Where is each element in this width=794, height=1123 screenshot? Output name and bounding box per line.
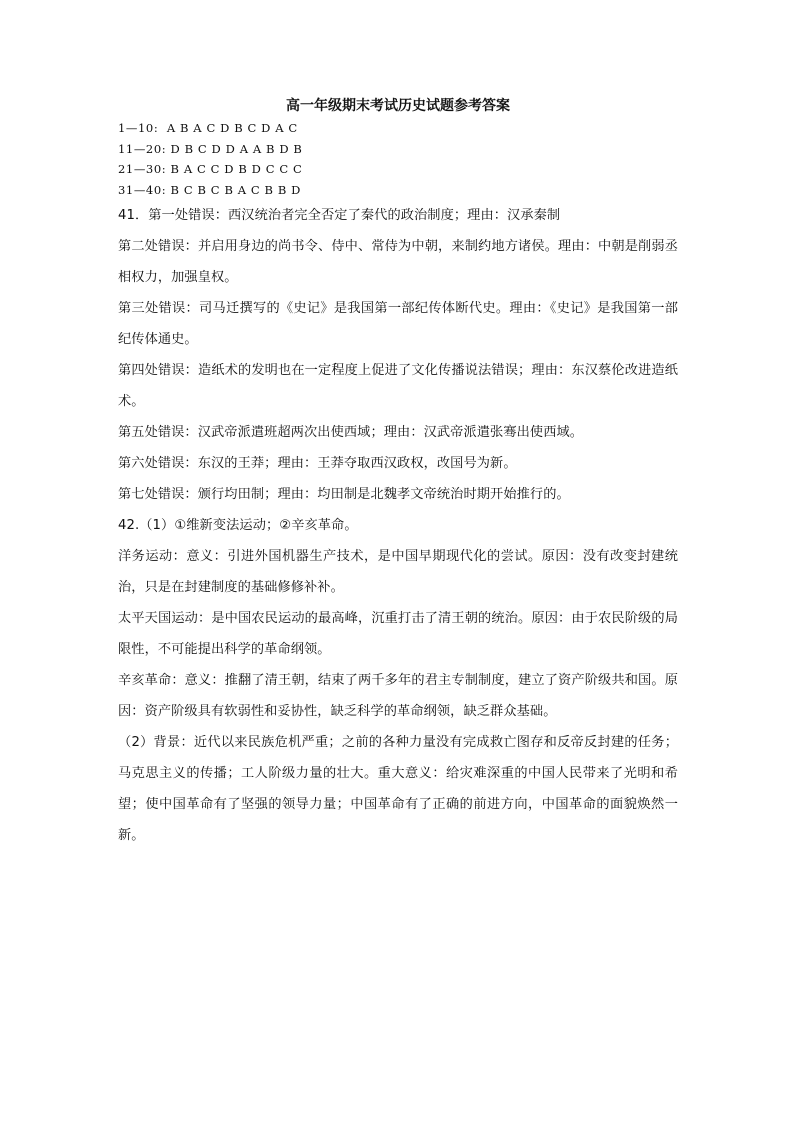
answer-paragraph: 第四处错误：造纸术的发明也在一定程度上促进了文化传播说法错误；理由：东汉蔡伦改进造纸术。 — [118, 363, 678, 409]
answer-paragraph: 洋务运动：意义：引进外国机器生产技术，是中国早期现代化的尝试。原因：没有改变封建统治，只是在封建制度的基础修修补补。 — [118, 549, 678, 595]
mc-answer-row — [118, 139, 678, 160]
mc-answer-range: 21—30: — [118, 162, 167, 176]
answer-paragraph: 第三处错误：司马迁撰写的《史记》是我国第一部纪传体断代史。理由：《史记》是我国第一部纪传体通史。 — [118, 301, 678, 347]
answer-paragraph: 第二处错误：并启用身边的尚书令、侍中、常侍为中朝，来制约地方诸侯。理由：中朝是削弱丞相权力，加强皇权。 — [118, 239, 678, 285]
answer-paragraph: 第五处错误：汉武帝派遣班超两次出使西域；理由：汉武帝派遣张骞出使西域。 — [118, 425, 584, 440]
answer-paragraph: （2）背景：近代以来民族危机严重；之前的各种力量没有完成救亡图存和反帝反封建的任务；马克思主义的传播；工人阶级力量的壮大。重大意义：给灾难深重的中国人民带来了光明和希望；使中国革命有了坚强的领导力量；中国革命有了正确的前进方向，中国革命的面貌焕然一新。 — [118, 735, 678, 843]
answer-paragraph: 第七处错误：颁行均田制；理由：均田制是北魏孝文帝统治时期开始推行的。 — [118, 487, 570, 502]
answer-paragraph: 第六处错误：东汉的王莽；理由：王莽夺取西汉政权，改国号为新。 — [118, 456, 517, 471]
mc-answer-row — [118, 159, 678, 180]
document-page — [118, 96, 678, 851]
answer-body — [118, 200, 678, 851]
mc-answer-range: 1—10: — [118, 121, 159, 135]
mc-answer-row — [118, 118, 678, 139]
mc-answer-range: 31—40: — [118, 182, 167, 197]
answer-paragraph: 辛亥革命：意义：推翻了清王朝，结束了两千多年的君主专制制度，建立了资产阶级共和国。原因：资产阶级具有软弱性和妥协性，缺乏科学的革命纲领，缺乏群众基础。 — [118, 673, 678, 719]
mc-answer-key — [118, 118, 678, 200]
answer-paragraph: 41．第一处错误：西汉统治者完全否定了秦代的政治制度；理由：汉承秦制 — [118, 208, 561, 223]
document-title: 高一年级期末考试历史试题参考答案 — [286, 98, 510, 114]
mc-answer-letters: A B A C D B C D A C — [166, 121, 298, 135]
mc-answer-letters: B C B C B A C B B D — [170, 182, 301, 197]
answer-paragraph: 太平天国运动：是中国农民运动的最高峰，沉重打击了清王朝的统治。原因：由于农民阶级的局限性，不可能提出科学的革命纲领。 — [118, 611, 678, 657]
mc-answer-letters: B A C C D B D C C C — [170, 162, 303, 176]
mc-answer-row — [118, 180, 678, 201]
answer-paragraph: 42.（1）①维新变法运动；②辛亥革命。 — [118, 518, 358, 533]
mc-answer-letters: D B C D D A A B D B — [170, 141, 303, 156]
mc-answer-range: 11—20: — [118, 141, 167, 156]
